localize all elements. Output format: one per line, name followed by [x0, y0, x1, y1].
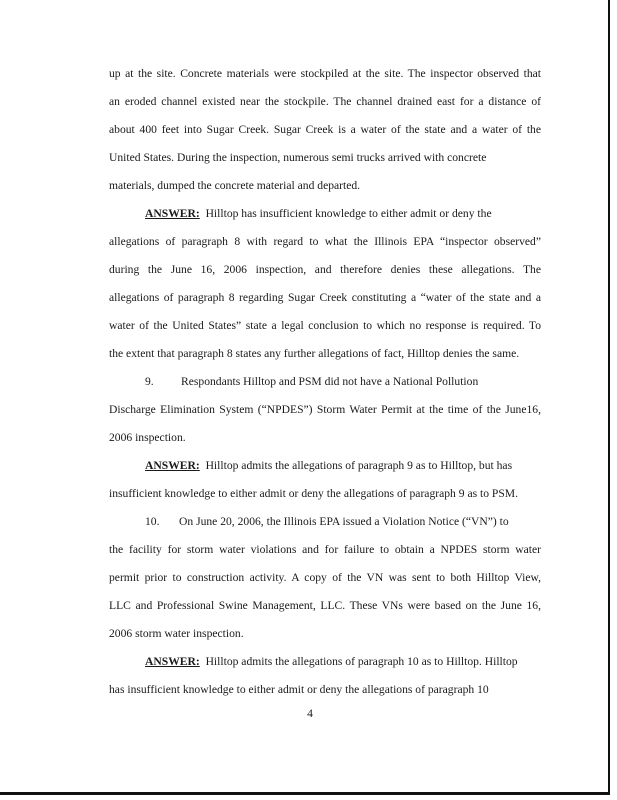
paragraph-number: 9.	[145, 375, 154, 388]
answer-label: ANSWER:	[145, 655, 200, 668]
text-line: United States. During the inspection, numerous semi trucks arrived with concrete	[109, 151, 487, 164]
answer-text: Hilltop admits the allegations of paragraph 9 as to Hilltop, but has	[205, 459, 513, 472]
scan-edge-bottom	[0, 792, 610, 795]
text-line: the facility for storm water violations and for failure to obtain a NPDES storm water	[109, 543, 541, 556]
answer-text: Hilltop has insufficient knowledge to either admit or deny the	[205, 207, 492, 220]
text-line: water of the United States” state a legal conclusion to which no response is required. To	[109, 319, 541, 332]
scan-edge-right	[608, 0, 610, 794]
paragraph-first-line	[145, 375, 541, 389]
paragraph-text: On June 20, 2006, the Illinois EPA issued a Violation Notice (“VN”) to	[179, 515, 509, 528]
text-line: allegations of paragraph 8 regarding Sugar Creek constituting a “water of the state and a	[109, 291, 541, 304]
text-line: up at the site. Concrete materials were stockpiled at the site. The inspector observed that	[109, 67, 541, 80]
answer-label: ANSWER:	[145, 459, 200, 472]
text-line: Discharge Elimination System (“NPDES”) Storm Water Permit at the time of the June16,	[109, 403, 541, 416]
text-line: the extent that paragraph 8 states any further allegations of fact, Hilltop denies the same.	[109, 347, 520, 360]
text-line: permit prior to construction activity. A copy of the VN was sent to both Hilltop View,	[109, 571, 541, 584]
text-line: has insufficient knowledge to either admit or deny the allegations of paragraph 10	[109, 683, 489, 696]
answer-text: Hilltop admits the allegations of paragraph 10 as to Hilltop. Hilltop	[205, 655, 518, 668]
page-number: 4	[307, 707, 313, 720]
answer-first-line	[145, 459, 541, 473]
paragraph-number: 10.	[145, 515, 160, 528]
answer-first-line	[145, 655, 541, 669]
text-line: during the June 16, 2006 inspection, and therefore denies these allegations. The	[109, 263, 541, 276]
text-line: allegations of paragraph 8 with regard to what the Illinois EPA “inspector observed”	[109, 235, 541, 248]
answer-label: ANSWER:	[145, 207, 200, 220]
text-line: 2006 inspection.	[109, 431, 186, 444]
text-line: about 400 feet into Sugar Creek. Sugar Creek is a water of the state and a water of the	[109, 123, 541, 136]
paragraph-first-line	[145, 515, 541, 529]
text-line: LLC and Professional Swine Management, LLC. These VNs were based on the June 16,	[109, 599, 541, 612]
text-line: insufficient knowledge to either admit or deny the allegations of paragraph 9 as to PSM.	[109, 487, 519, 500]
paragraph-text: Respondants Hilltop and PSM did not have a National Pollution	[181, 375, 479, 388]
text-line: materials, dumped the concrete material and departed.	[109, 179, 361, 192]
text-line: an eroded channel existed near the stockpile. The channel drained east for a distance of	[109, 95, 541, 108]
text-line: 2006 storm water inspection.	[109, 627, 244, 640]
answer-first-line	[145, 207, 541, 221]
